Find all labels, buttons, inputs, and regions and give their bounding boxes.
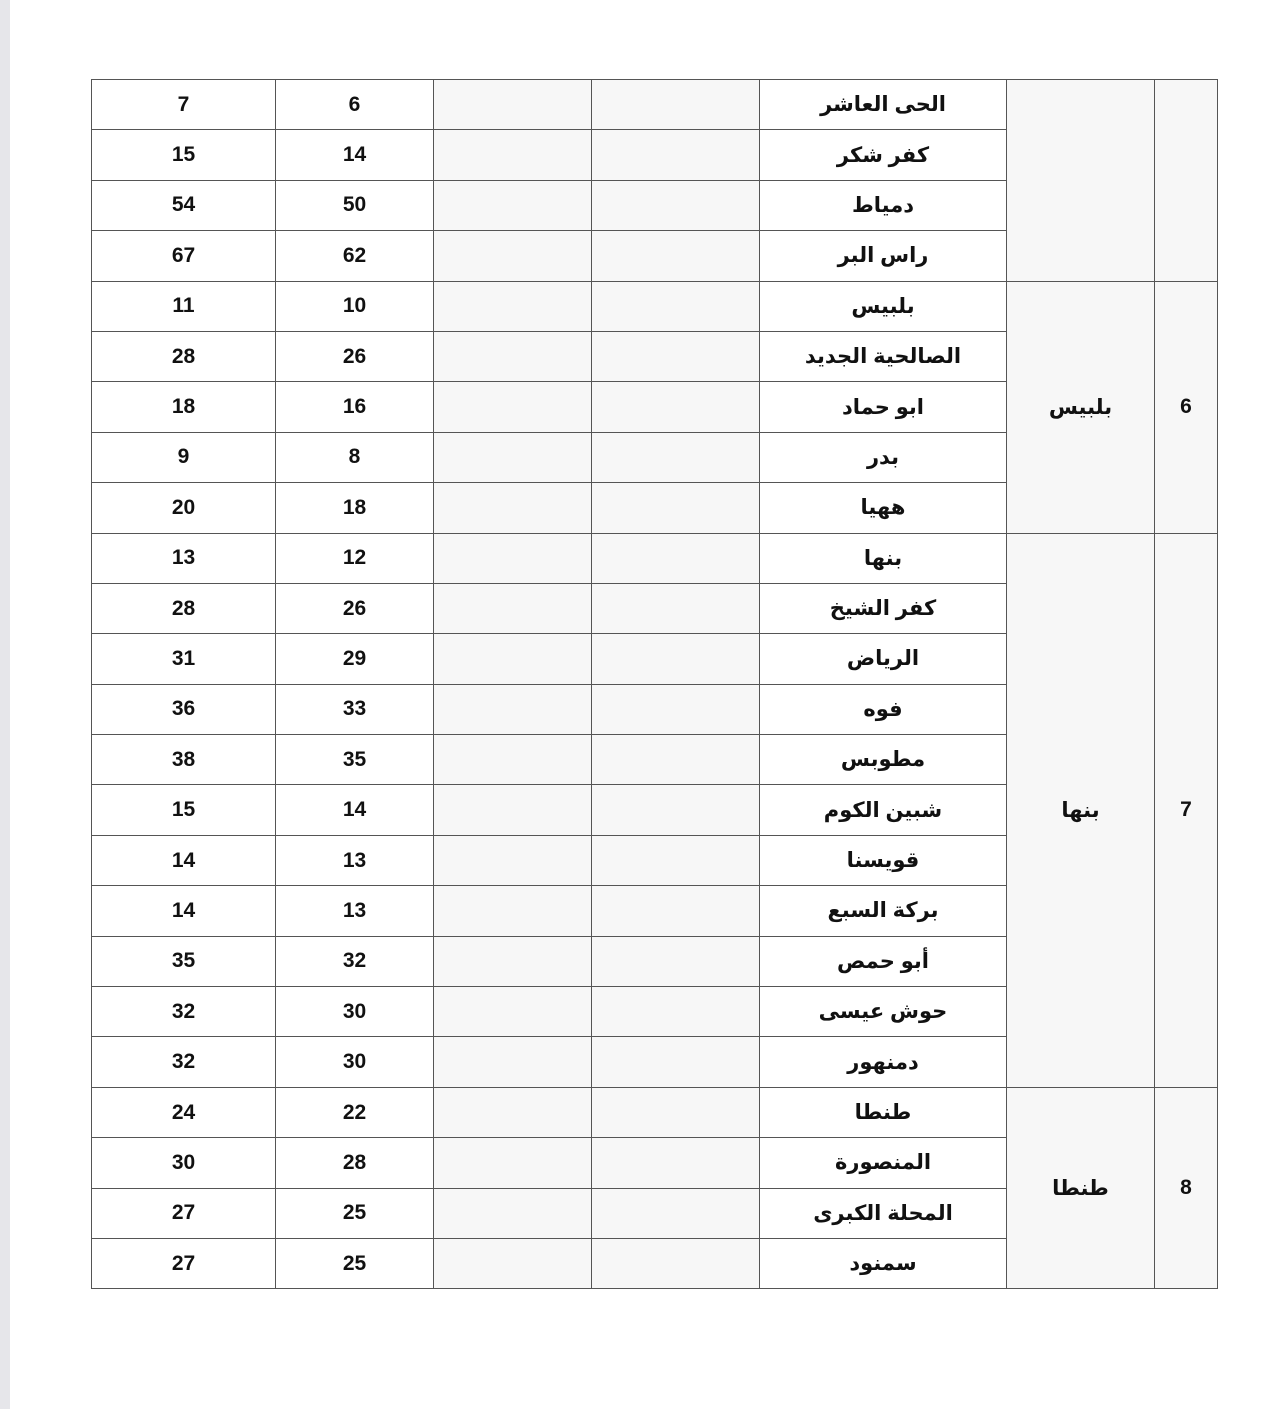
group-name-cell: طنطا (1007, 1087, 1155, 1289)
empty-cell (592, 130, 760, 180)
value-b-cell: 20 (92, 483, 276, 533)
empty-cell (434, 130, 592, 180)
empty-cell (434, 835, 592, 885)
value-b-cell: 9 (92, 432, 276, 482)
value-b-cell: 38 (92, 735, 276, 785)
empty-cell (592, 785, 760, 835)
empty-cell (434, 735, 592, 785)
area-name-cell: فوه (760, 684, 1007, 734)
value-a-cell: 26 (276, 331, 434, 381)
empty-cell (592, 382, 760, 432)
area-name-cell: المحلة الكبرى (760, 1188, 1007, 1238)
group-number-cell: 6 (1155, 281, 1218, 533)
value-b-cell: 28 (92, 331, 276, 381)
empty-cell (434, 987, 592, 1037)
empty-cell (592, 1188, 760, 1238)
value-a-cell: 13 (276, 835, 434, 885)
value-b-cell: 28 (92, 583, 276, 633)
area-name-cell: كفر الشيخ (760, 583, 1007, 633)
empty-cell (434, 583, 592, 633)
empty-cell (434, 533, 592, 583)
area-name-cell: المنصورة (760, 1138, 1007, 1188)
value-a-cell: 14 (276, 130, 434, 180)
value-a-cell: 14 (276, 785, 434, 835)
empty-cell (592, 281, 760, 331)
empty-cell (434, 432, 592, 482)
value-b-cell: 31 (92, 634, 276, 684)
area-name-cell: بلبيس (760, 281, 1007, 331)
value-a-cell: 62 (276, 231, 434, 281)
value-a-cell: 26 (276, 583, 434, 633)
empty-cell (592, 180, 760, 230)
empty-cell (434, 382, 592, 432)
empty-cell (592, 1087, 760, 1137)
area-name-cell: الرياض (760, 634, 1007, 684)
value-a-cell: 13 (276, 886, 434, 936)
empty-cell (434, 180, 592, 230)
value-b-cell: 7 (92, 80, 276, 130)
empty-cell (434, 1087, 592, 1137)
value-a-cell: 18 (276, 483, 434, 533)
value-b-cell: 54 (92, 180, 276, 230)
area-name-cell: الصالحية الجديد (760, 331, 1007, 381)
empty-cell (592, 80, 760, 130)
empty-cell (434, 281, 592, 331)
empty-cell (592, 1138, 760, 1188)
value-b-cell: 13 (92, 533, 276, 583)
area-name-cell: راس البر (760, 231, 1007, 281)
empty-cell (434, 634, 592, 684)
value-a-cell: 50 (276, 180, 434, 230)
value-a-cell: 30 (276, 987, 434, 1037)
empty-cell (592, 331, 760, 381)
table-body (92, 80, 1218, 1289)
value-a-cell: 8 (276, 432, 434, 482)
area-name-cell: دمنهور (760, 1037, 1007, 1087)
value-b-cell: 15 (92, 785, 276, 835)
empty-cell (434, 936, 592, 986)
empty-cell (592, 835, 760, 885)
group-number-cell (1155, 80, 1218, 282)
empty-cell (434, 684, 592, 734)
area-name-cell: كفر شكر (760, 130, 1007, 180)
empty-cell (434, 483, 592, 533)
empty-cell (592, 432, 760, 482)
value-b-cell: 27 (92, 1238, 276, 1288)
group-number-cell: 8 (1155, 1087, 1218, 1289)
value-a-cell: 22 (276, 1087, 434, 1137)
area-name-cell: ابو حماد (760, 382, 1007, 432)
value-b-cell: 35 (92, 936, 276, 986)
value-a-cell: 25 (276, 1188, 434, 1238)
empty-cell (434, 886, 592, 936)
value-b-cell: 67 (92, 231, 276, 281)
table-row (92, 533, 1218, 583)
empty-cell (592, 483, 760, 533)
value-a-cell: 25 (276, 1238, 434, 1288)
table-row (92, 1087, 1218, 1137)
value-b-cell: 24 (92, 1087, 276, 1137)
value-a-cell: 12 (276, 533, 434, 583)
area-name-cell: مطوبس (760, 735, 1007, 785)
value-b-cell: 36 (92, 684, 276, 734)
value-a-cell: 32 (276, 936, 434, 986)
group-name-cell (1007, 80, 1155, 282)
area-name-cell: قويسنا (760, 835, 1007, 885)
empty-cell (592, 936, 760, 986)
value-b-cell: 11 (92, 281, 276, 331)
area-name-cell: شبين الكوم (760, 785, 1007, 835)
empty-cell (434, 785, 592, 835)
empty-cell (592, 231, 760, 281)
value-a-cell: 35 (276, 735, 434, 785)
value-b-cell: 15 (92, 130, 276, 180)
area-name-cell: طنطا (760, 1087, 1007, 1137)
value-a-cell: 28 (276, 1138, 434, 1188)
empty-cell (592, 634, 760, 684)
value-b-cell: 30 (92, 1138, 276, 1188)
empty-cell (592, 684, 760, 734)
empty-cell (434, 1188, 592, 1238)
area-name-cell: بدر (760, 432, 1007, 482)
empty-cell (592, 987, 760, 1037)
value-b-cell: 18 (92, 382, 276, 432)
table-row (92, 281, 1218, 331)
area-name-cell: سمنود (760, 1238, 1007, 1288)
empty-cell (434, 80, 592, 130)
area-name-cell: دمياط (760, 180, 1007, 230)
area-name-cell: الحى العاشر (760, 80, 1007, 130)
value-a-cell: 30 (276, 1037, 434, 1087)
empty-cell (434, 1238, 592, 1288)
value-b-cell: 27 (92, 1188, 276, 1238)
empty-cell (592, 886, 760, 936)
area-name-cell: بنها (760, 533, 1007, 583)
area-name-cell: أبو حمص (760, 936, 1007, 986)
group-name-cell: بنها (1007, 533, 1155, 1087)
empty-cell (592, 735, 760, 785)
group-name-cell: بلبيس (1007, 281, 1155, 533)
empty-cell (434, 331, 592, 381)
value-b-cell: 32 (92, 1037, 276, 1087)
empty-cell (592, 1037, 760, 1087)
area-name-cell: بركة السبع (760, 886, 1007, 936)
area-name-cell: حوش عيسى (760, 987, 1007, 1037)
group-number-cell: 7 (1155, 533, 1218, 1087)
empty-cell (434, 231, 592, 281)
value-b-cell: 14 (92, 886, 276, 936)
area-name-cell: ههيا (760, 483, 1007, 533)
empty-cell (592, 583, 760, 633)
value-a-cell: 16 (276, 382, 434, 432)
empty-cell (434, 1138, 592, 1188)
page-edge-strip (0, 0, 10, 1409)
value-a-cell: 10 (276, 281, 434, 331)
value-a-cell: 6 (276, 80, 434, 130)
value-b-cell: 14 (92, 835, 276, 885)
empty-cell (592, 1238, 760, 1288)
empty-cell (592, 533, 760, 583)
table-row (92, 80, 1218, 130)
value-b-cell: 32 (92, 987, 276, 1037)
empty-cell (434, 1037, 592, 1087)
value-a-cell: 33 (276, 684, 434, 734)
value-a-cell: 29 (276, 634, 434, 684)
rates-table (91, 79, 1218, 1289)
